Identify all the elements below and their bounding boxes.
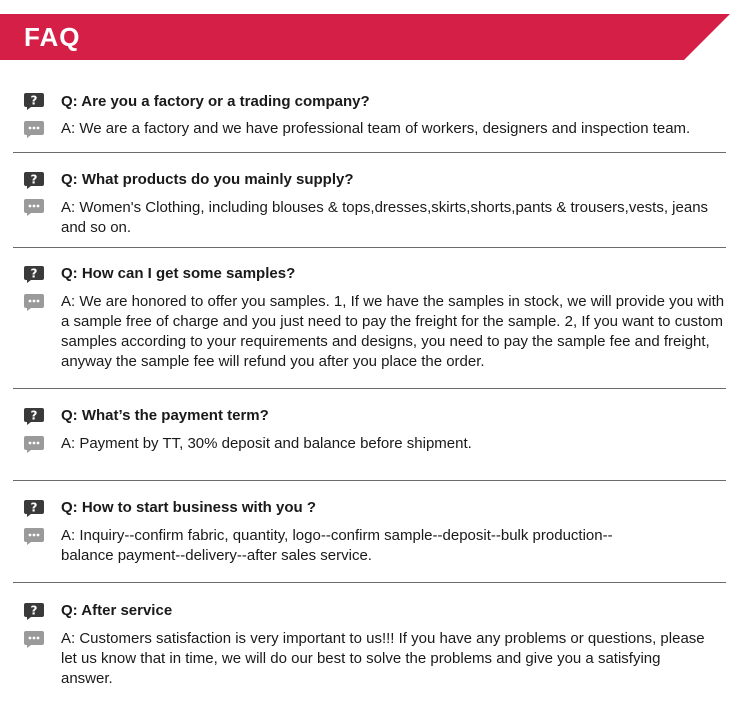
- question-icon: [23, 265, 45, 284]
- faq-question: Q: What products do you mainly supply?: [61, 171, 354, 188]
- banner-background: [0, 14, 730, 60]
- question-icon: [23, 92, 45, 111]
- answer-icon: [23, 293, 45, 312]
- svg-text:?: ?: [30, 408, 38, 423]
- faq-banner: [0, 14, 730, 60]
- answer-icon: [23, 527, 45, 546]
- svg-text:?: ?: [30, 266, 38, 281]
- faq-question: Q: After service: [61, 602, 173, 619]
- page-title: FAQ: [24, 22, 81, 52]
- faq-answer: A: Customers satisfaction is very important to us!!! If you have any problems or questions, please let us know that in time, we will do our best to solve the problems and give you a satisfying answer.: [61, 630, 705, 687]
- answer-icon: [23, 198, 45, 217]
- answer-icon: [23, 120, 45, 139]
- faq-answer: A: Inquiry--confirm fabric, quantity, logo--confirm sample--deposit--bulk production--balance payment--delivery--after sales service.: [61, 527, 613, 564]
- question-icon: [23, 499, 45, 518]
- faq-answer: A: We are a factory and we have professional team of workers, designers and inspection team.: [61, 120, 691, 137]
- faq-answer: A: Payment by TT, 30% deposit and balance before shipment.: [61, 435, 472, 452]
- question-icon: [23, 171, 45, 190]
- faq-question: Q: How to start business with you ?: [61, 499, 317, 516]
- divider: [13, 152, 726, 153]
- question-icon: [23, 602, 45, 621]
- faq-question: Q: What’s the payment term?: [61, 407, 269, 424]
- svg-text:?: ?: [30, 603, 38, 618]
- faq-answer: A: Women's Clothing, including blouses & tops,dresses,skirts,shorts,pants & trousers,vests, jeans and so on.: [61, 199, 709, 236]
- svg-text:?: ?: [30, 500, 38, 515]
- faq-answer: A: We are honored to offer you samples. 1, If we have the samples in stock, we will provide you with a sample free of charge and you just need to pay the freight for the sample. 2, If you want to custom samples according to your requirements and designs, you need to pay the sample fee and freight, anyway the sample fee will refund you after you place the order.: [61, 293, 725, 370]
- answer-icon: [23, 630, 45, 649]
- svg-text:?: ?: [30, 172, 38, 187]
- divider: [13, 480, 726, 481]
- divider: [13, 388, 726, 389]
- faq-question: Q: Are you a factory or a trading company?: [61, 93, 370, 110]
- faq-question: Q: How can I get some samples?: [61, 265, 296, 282]
- divider: [13, 582, 726, 583]
- svg-text:?: ?: [30, 93, 38, 108]
- answer-icon: [23, 435, 45, 454]
- question-icon: [23, 407, 45, 426]
- divider: [13, 247, 726, 248]
